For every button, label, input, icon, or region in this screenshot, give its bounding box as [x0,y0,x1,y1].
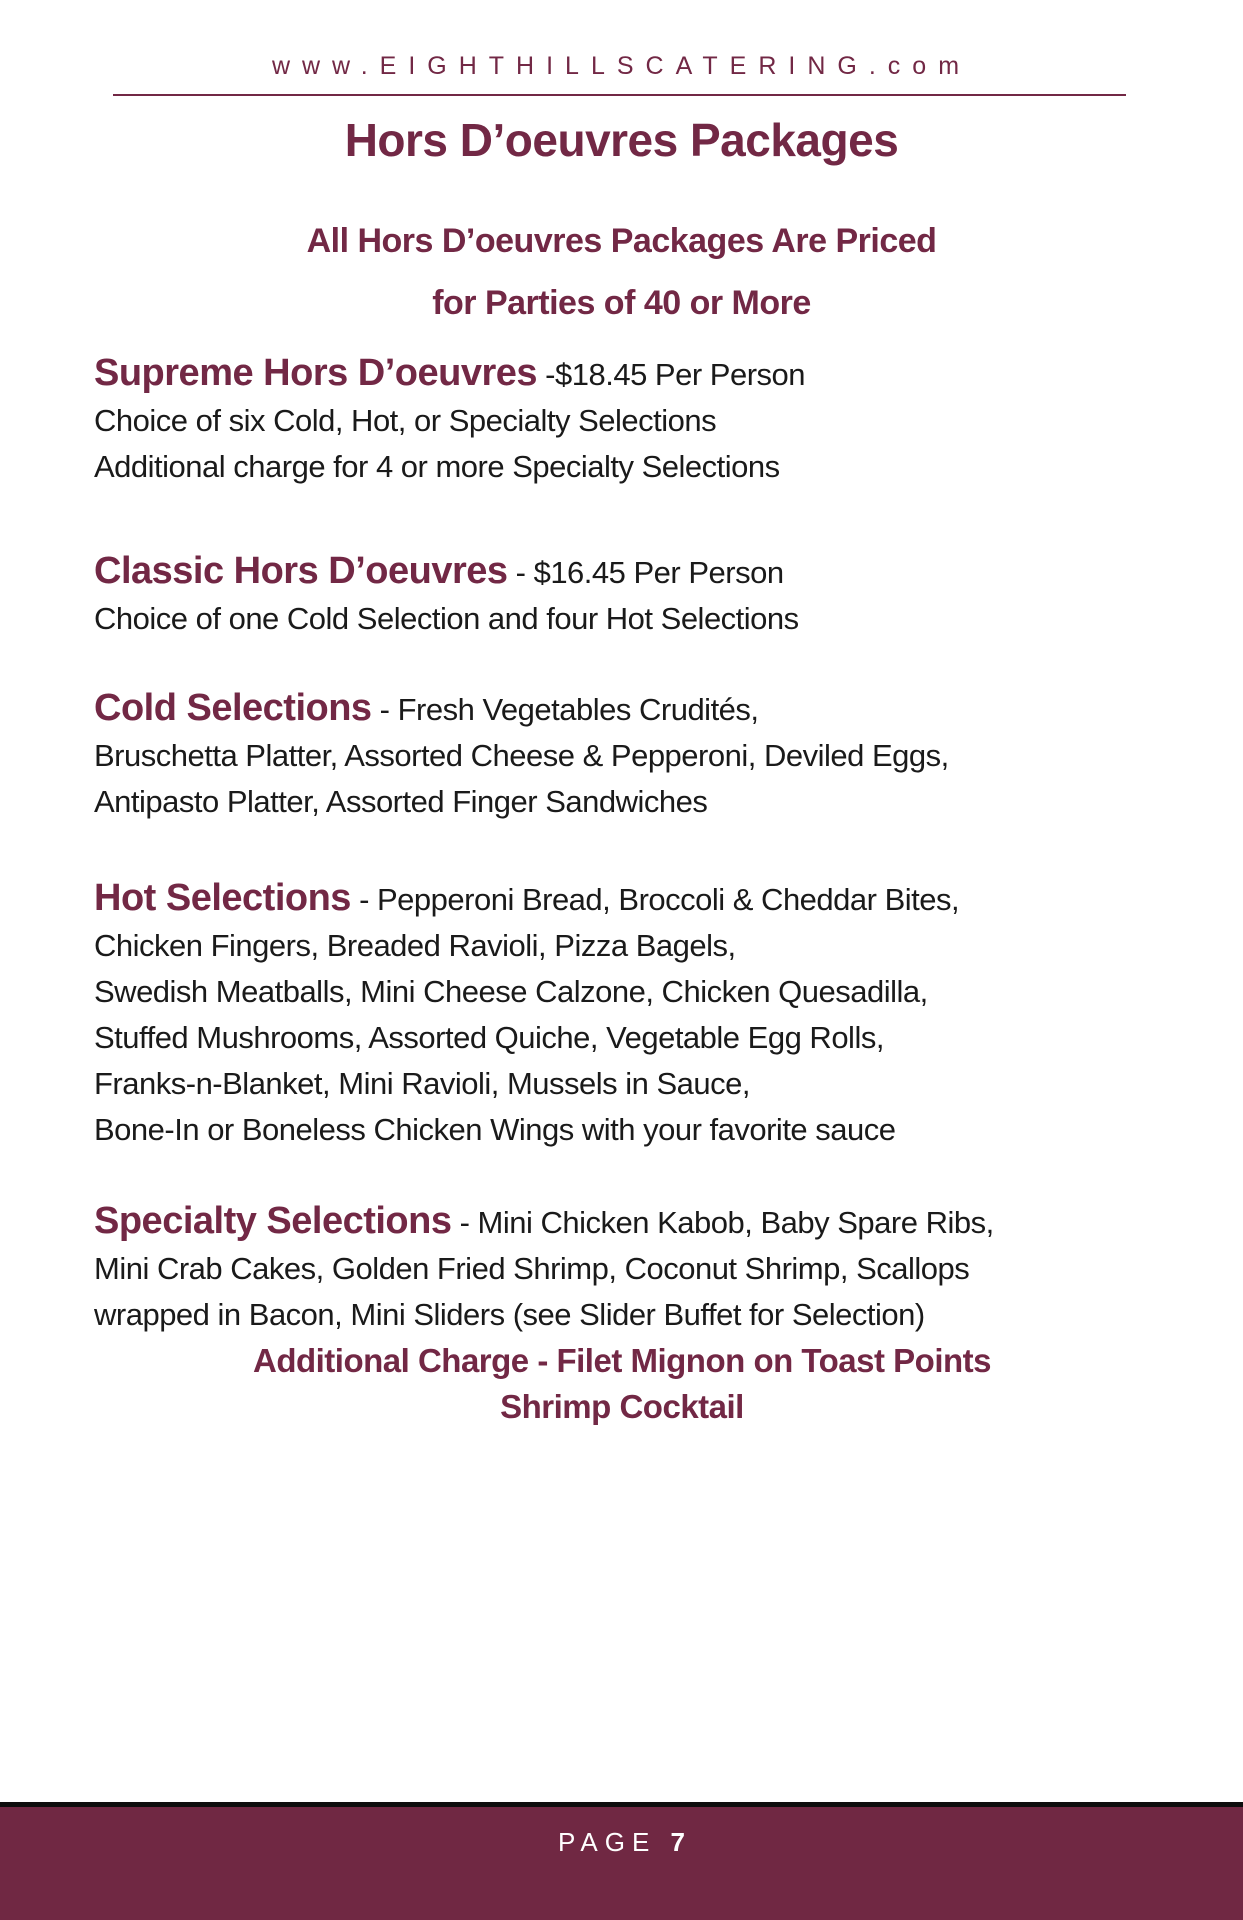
page-number [0,1827,1243,1858]
section-heading: Specialty Selections [94,1200,452,1242]
section-line: Bone-In or Boneless Chicken Wings with your favorite sauce [94,1112,896,1147]
section-heading-line [94,685,1150,733]
page-number-value: 7 [670,1827,686,1857]
section-heading-line [94,548,1150,596]
section-specialty-selections [94,1198,1150,1430]
section-heading: Supreme Hors D’oeuvres [94,352,538,394]
pricing-note-line: All Hors D’oeuvres Packages Are Priced [306,222,937,260]
section-heading: Classic Hors D’oeuvres [94,550,508,592]
header-divider [113,94,1126,96]
additional-charge-note: Shrimp Cocktail [500,1388,744,1425]
section-items: - Fresh Vegetables Crudités, [371,692,759,727]
section-heading: Cold Selections [94,687,372,729]
section-items: - Mini Chicken Kabob, Baby Spare Ribs, [451,1205,994,1240]
section-price: -$18.45 Per Person [537,357,806,392]
section-line: Stuffed Mushrooms, Assorted Quiche, Vegetable Egg Rolls, [94,1020,884,1055]
section-line: Additional charge for 4 or more Specialty Selections [94,449,780,484]
section-line: Franks-n-Blanket, Mini Ravioli, Mussels in Sauce, [94,1066,751,1101]
additional-charge-note: Additional Charge - Filet Mignon on Toast Points [252,1342,991,1379]
pricing-note [94,210,1149,334]
section-line: Bruschetta Platter, Assorted Cheese & Pepperoni, Deviled Eggs, [94,738,949,773]
website-url: www.EIGHTHILLSCATERING.com [271,52,972,80]
footer-bar [0,1802,1243,1920]
section-supreme-hors-doeuvres [94,350,1150,490]
section-line: Swedish Meatballs, Mini Cheese Calzone, Chicken Quesadilla, [94,974,928,1009]
section-hot-selections [94,875,1150,1153]
section-heading-line [94,350,1150,398]
section-classic-hors-doeuvres [94,548,1150,642]
section-line: wrapped in Bacon, Mini Sliders (see Slider Buffet for Selection) [94,1297,925,1332]
section-heading-line [94,875,1150,923]
section-line: Antipasto Platter, Assorted Finger Sandwiches [94,784,708,819]
section-heading: Hot Selections [94,877,351,919]
pricing-note-line: for Parties of 40 or More [432,284,811,322]
section-cold-selections [94,685,1150,825]
section-line: Mini Crab Cakes, Golden Fried Shrimp, Coconut Shrimp, Scallops [94,1251,970,1286]
page-title: Hors D’oeuvres Packages [344,114,899,166]
section-items: - Pepperoni Bread, Broccoli & Cheddar Bites, [350,882,960,917]
page-number-label: PAGE [557,1827,657,1857]
section-line: Chicken Fingers, Breaded Ravioli, Pizza Bagels, [94,928,736,963]
section-line: Choice of six Cold, Hot, or Specialty Selections [94,403,717,438]
section-line: Choice of one Cold Selection and four Hot Selections [94,601,799,636]
section-price: - $16.45 Per Person [507,555,784,590]
section-heading-line [94,1198,1150,1246]
